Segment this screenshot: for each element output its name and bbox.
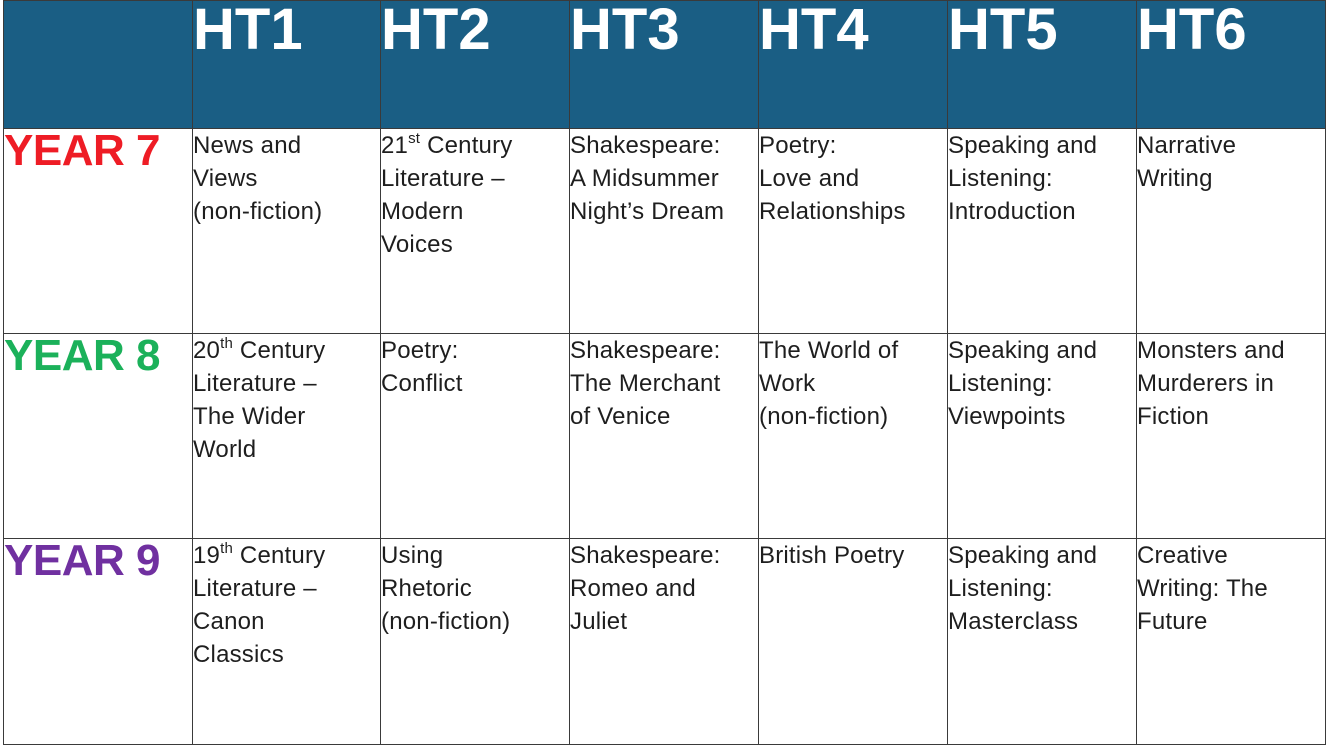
unit-line: Creative [1137, 542, 1228, 569]
unit-line: Conflict [381, 370, 463, 397]
unit-line: Speaking and [948, 132, 1098, 159]
unit-line: Romeo and [570, 575, 696, 602]
unit-ordinal-suffix: th [220, 540, 234, 557]
unit-line: Masterclass [948, 608, 1079, 635]
unit-line: Voices [381, 231, 453, 258]
unit-cell [193, 334, 381, 539]
unit-text: Century [239, 542, 326, 569]
unit-line: (non-fiction) [759, 403, 889, 430]
unit-cell [193, 129, 381, 334]
unit-line: (non-fiction) [381, 608, 511, 635]
unit-cell [1137, 129, 1326, 334]
unit-ordinal-number: 21 [381, 132, 409, 159]
unit-line: Listening: [948, 575, 1053, 602]
unit-cell [381, 539, 570, 745]
unit-line: Fiction [1137, 403, 1210, 430]
unit-text: Century [427, 132, 513, 159]
unit-cell [1137, 334, 1326, 539]
unit-line: Future [1137, 608, 1208, 635]
unit-line: Speaking and [948, 542, 1098, 569]
unit-line: The Wider [193, 403, 306, 430]
curriculum-table [3, 0, 1326, 745]
unit-line: Shakespeare: [570, 542, 721, 569]
unit-ordinal-number: 19 [193, 542, 221, 569]
unit-cell [570, 129, 759, 334]
unit-cell [948, 334, 1137, 539]
unit-line: Work [759, 370, 816, 397]
unit-cell [948, 539, 1137, 745]
unit-line: The World of [759, 337, 899, 364]
unit-ordinal-suffix: th [220, 335, 234, 352]
unit-line [381, 129, 569, 162]
unit-cell [570, 539, 759, 745]
unit-line: Views [193, 165, 258, 192]
column-header-ht2: HT2 [381, 1, 570, 129]
unit-line: Narrative [1137, 132, 1237, 159]
unit-line: The Merchant [570, 370, 721, 397]
unit-cell [948, 129, 1137, 334]
unit-line: Poetry: [759, 132, 837, 159]
unit-cell [759, 334, 948, 539]
unit-line: Literature – [193, 575, 317, 602]
unit-line: Writing [1137, 165, 1213, 192]
unit-line: Monsters and [1137, 337, 1285, 364]
column-header-ht1: HT1 [193, 1, 381, 129]
unit-line: British Poetry [759, 542, 905, 569]
column-header-ht6: HT6 [1137, 1, 1326, 129]
year-label: YEAR 9 [4, 539, 193, 745]
unit-line: A Midsummer [570, 165, 719, 192]
unit-cell [1137, 539, 1326, 745]
unit-text: Century [239, 337, 326, 364]
unit-line: Shakespeare: [570, 337, 721, 364]
unit-line: (non-fiction) [193, 198, 323, 225]
unit-line: Classics [193, 641, 284, 668]
unit-line: Love and [759, 165, 860, 192]
column-header-ht5: HT5 [948, 1, 1137, 129]
corner-cell [4, 1, 193, 129]
unit-line: Viewpoints [948, 403, 1066, 430]
unit-line: World [193, 436, 257, 463]
unit-line [193, 334, 380, 367]
header-row [4, 1, 1326, 129]
unit-line: Murderers in [1137, 370, 1275, 397]
unit-line: Writing: The [1137, 575, 1268, 602]
unit-line: Juliet [570, 608, 628, 635]
year-row [4, 129, 1326, 334]
unit-cell [570, 334, 759, 539]
unit-line: Listening: [948, 370, 1053, 397]
unit-cell [759, 129, 948, 334]
unit-cell [759, 539, 948, 745]
year-row [4, 334, 1326, 539]
unit-ordinal-number: 20 [193, 337, 221, 364]
unit-line: Speaking and [948, 337, 1098, 364]
unit-line: Literature – [193, 370, 317, 397]
unit-line: Introduction [948, 198, 1076, 225]
unit-line: Night’s Dream [570, 198, 725, 225]
year-row [4, 539, 1326, 745]
year-label: YEAR 8 [4, 334, 193, 539]
column-header-ht4: HT4 [759, 1, 948, 129]
year-rows [4, 129, 1326, 745]
unit-line: Canon [193, 608, 265, 635]
unit-line: Relationships [759, 198, 906, 225]
unit-cell [381, 129, 570, 334]
unit-line: News and [193, 132, 302, 159]
unit-line [193, 539, 380, 572]
unit-line: Poetry: [381, 337, 459, 364]
unit-line: Listening: [948, 165, 1053, 192]
unit-line: of Venice [570, 403, 671, 430]
year-label: YEAR 7 [4, 129, 193, 334]
unit-ordinal-suffix: st [408, 130, 421, 147]
unit-line: Literature – [381, 165, 505, 192]
unit-line: Rhetoric [381, 575, 472, 602]
unit-line: Modern [381, 198, 464, 225]
unit-cell [381, 334, 570, 539]
unit-line: Shakespeare: [570, 132, 721, 159]
unit-line: Using [381, 542, 444, 569]
unit-cell [193, 539, 381, 745]
column-header-ht3: HT3 [570, 1, 759, 129]
